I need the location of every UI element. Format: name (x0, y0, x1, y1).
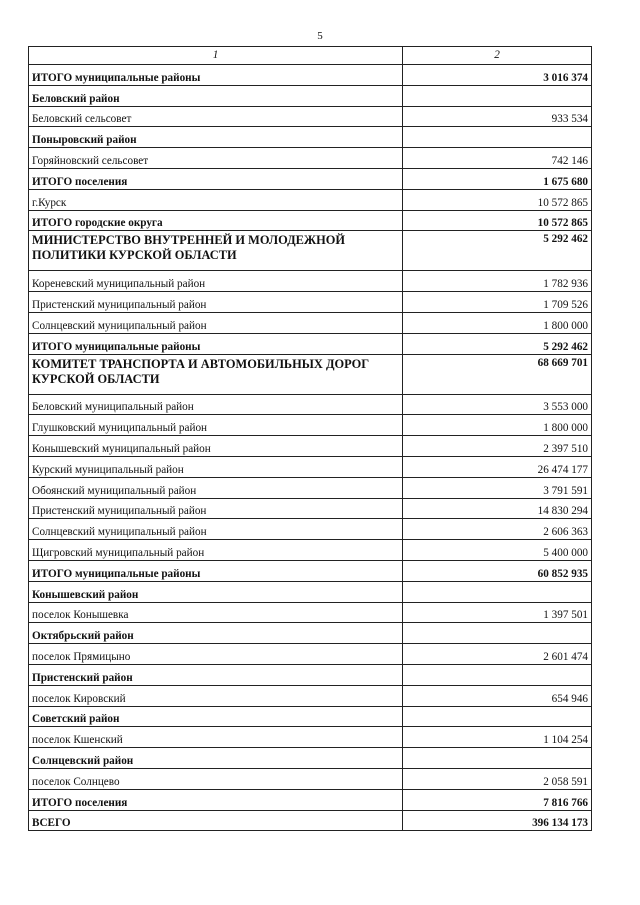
row-label: ИТОГО муниципальные районы (29, 333, 403, 354)
row-amount: 742 146 (403, 148, 592, 169)
row-label: Обоянский муниципальный район (29, 477, 403, 498)
table-row (29, 210, 592, 231)
row-amount: 68 669 701 (403, 354, 592, 394)
row-amount: 2 601 474 (403, 644, 592, 665)
row-amount: 396 134 173 (403, 810, 592, 831)
row-label: Конышевский муниципальный район (29, 436, 403, 457)
row-amount (403, 664, 592, 685)
row-label: Курский муниципальный район (29, 456, 403, 477)
row-label: КОМИТЕТ ТРАНСПОРТА И АВТОМОБИЛЬНЫХ ДОРОГ КУРСКОЙ ОБЛАСТИ (29, 354, 403, 394)
row-label: Солнцевский район (29, 748, 403, 769)
table-row (29, 602, 592, 623)
table-row (29, 85, 592, 106)
table-row (29, 581, 592, 602)
column-header-2: 2 (403, 47, 592, 65)
row-label: Октябрьский район (29, 623, 403, 644)
table-row (29, 415, 592, 436)
row-amount: 60 852 935 (403, 560, 592, 581)
row-label: Беловский муниципальный район (29, 394, 403, 415)
row-amount: 10 572 865 (403, 210, 592, 231)
row-amount: 933 534 (403, 106, 592, 127)
table-row (29, 498, 592, 519)
row-label: Пристенский муниципальный район (29, 498, 403, 519)
row-label: Горяйновский сельсовет (29, 148, 403, 169)
row-label: ИТОГО поселения (29, 789, 403, 810)
row-label: ВСЕГО (29, 810, 403, 831)
table-row (29, 664, 592, 685)
row-amount (403, 581, 592, 602)
row-label: ИТОГО поселения (29, 168, 403, 189)
row-label: Солнцевский муниципальный район (29, 312, 403, 333)
table-row (29, 644, 592, 665)
table-body (29, 47, 592, 831)
row-label: поселок Конышевка (29, 602, 403, 623)
row-amount (403, 623, 592, 644)
row-label: Пристенский район (29, 664, 403, 685)
row-amount: 3 791 591 (403, 477, 592, 498)
row-label: Конышевский район (29, 581, 403, 602)
table-row (29, 768, 592, 789)
table-row (29, 292, 592, 313)
table-header-row (29, 47, 592, 65)
row-amount: 654 946 (403, 685, 592, 706)
row-amount: 10 572 865 (403, 189, 592, 210)
row-amount: 5 292 462 (403, 231, 592, 271)
table-row (29, 560, 592, 581)
table-row (29, 789, 592, 810)
row-label: Беловский район (29, 85, 403, 106)
row-amount (403, 85, 592, 106)
table-row (29, 231, 592, 271)
table-row (29, 127, 592, 148)
table-row (29, 354, 592, 394)
row-amount: 1 709 526 (403, 292, 592, 313)
row-label: поселок Кировский (29, 685, 403, 706)
row-amount: 14 830 294 (403, 498, 592, 519)
row-label: Солнцевский муниципальный район (29, 519, 403, 540)
table-row (29, 623, 592, 644)
row-amount: 26 474 177 (403, 456, 592, 477)
row-label: Пристенский муниципальный район (29, 292, 403, 313)
row-amount: 2 058 591 (403, 768, 592, 789)
row-label: г.Курск (29, 189, 403, 210)
table-row (29, 456, 592, 477)
table-row (29, 540, 592, 561)
table-row (29, 333, 592, 354)
row-amount (403, 127, 592, 148)
row-label: ИТОГО муниципальные районы (29, 560, 403, 581)
row-amount: 1 397 501 (403, 602, 592, 623)
row-amount: 1 800 000 (403, 312, 592, 333)
table-row (29, 519, 592, 540)
table-row (29, 168, 592, 189)
table-row (29, 685, 592, 706)
row-amount (403, 706, 592, 727)
row-label: поселок Прямицыно (29, 644, 403, 665)
row-amount: 1 800 000 (403, 415, 592, 436)
row-label: Беловский сельсовет (29, 106, 403, 127)
row-label: Кореневский муниципальный район (29, 271, 403, 292)
page-number: 5 (317, 30, 323, 42)
table-row (29, 189, 592, 210)
row-amount (403, 748, 592, 769)
row-amount: 7 816 766 (403, 789, 592, 810)
row-label: Щигровский муниципальный район (29, 540, 403, 561)
table-row (29, 106, 592, 127)
row-amount: 5 292 462 (403, 333, 592, 354)
row-amount: 1 104 254 (403, 727, 592, 748)
row-amount: 5 400 000 (403, 540, 592, 561)
row-label: Поныровский район (29, 127, 403, 148)
row-amount: 2 606 363 (403, 519, 592, 540)
table-row (29, 271, 592, 292)
row-label: ИТОГО городские округа (29, 210, 403, 231)
table-row (29, 706, 592, 727)
table-row (29, 65, 592, 86)
row-label: Глушковский муниципальный район (29, 415, 403, 436)
row-amount: 3 016 374 (403, 65, 592, 86)
row-amount: 1 675 680 (403, 168, 592, 189)
row-label: поселок Солнцево (29, 768, 403, 789)
table-row (29, 394, 592, 415)
budget-table (28, 46, 592, 831)
row-label: поселок Кшенский (29, 727, 403, 748)
table-row (29, 810, 592, 831)
table-row (29, 748, 592, 769)
row-label: Советский район (29, 706, 403, 727)
column-header-1: 1 (29, 47, 403, 65)
row-amount: 3 553 000 (403, 394, 592, 415)
table-row (29, 312, 592, 333)
row-label: ИТОГО муниципальные районы (29, 65, 403, 86)
table-row (29, 148, 592, 169)
table-row (29, 477, 592, 498)
row-amount: 1 782 936 (403, 271, 592, 292)
row-amount: 2 397 510 (403, 436, 592, 457)
row-label: МИНИСТЕРСТВО ВНУТРЕННЕЙ И МОЛОДЕЖНОЙ ПОЛИТИКИ КУРСКОЙ ОБЛАСТИ (29, 231, 403, 271)
table-row (29, 727, 592, 748)
table-row (29, 436, 592, 457)
